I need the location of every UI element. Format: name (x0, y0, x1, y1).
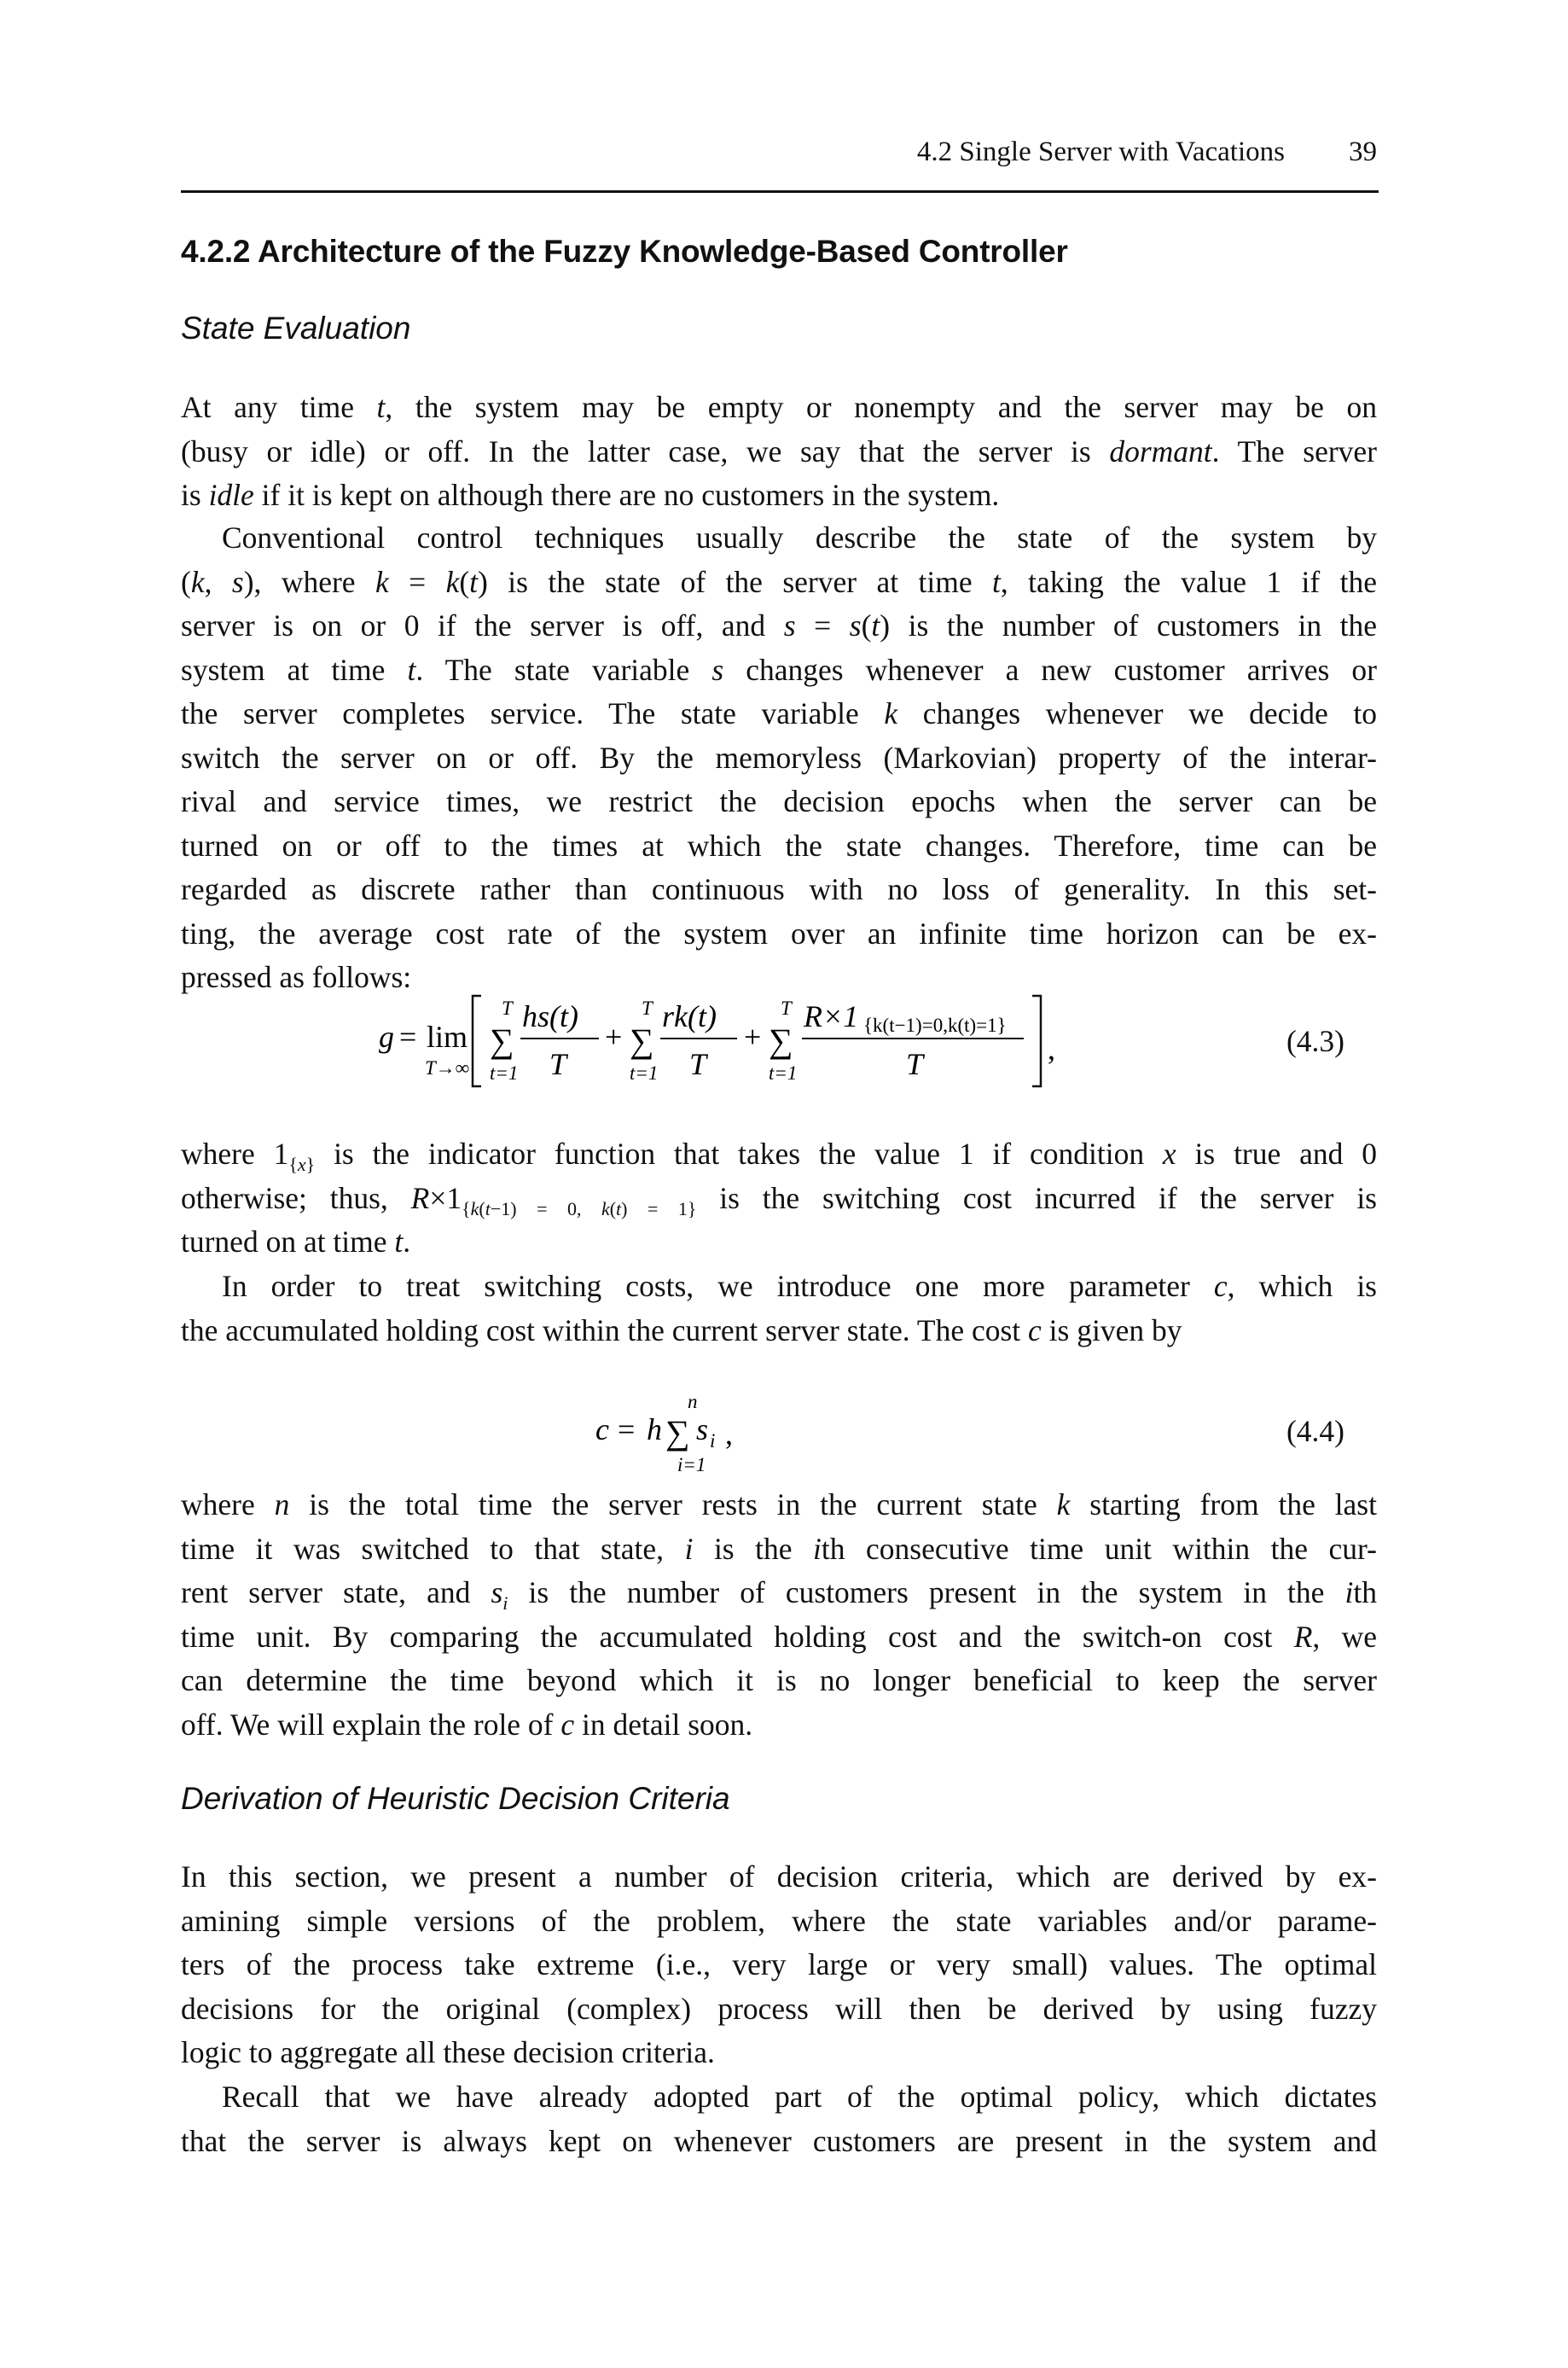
paragraph-state-1 (181, 386, 1377, 518)
equation-4-3-graphic (181, 986, 1377, 1097)
paragraph-derivation-2 (181, 2075, 1377, 2163)
text-line: the server completes service. The state variable k changes whenever we decide to (181, 696, 1377, 730)
text-line: decisions for the original (complex) process will then be derived by using fuzzy (181, 1991, 1377, 2026)
sum-upper: T (642, 998, 653, 1019)
subsection-heading-derivation: Derivation of Heuristic Decision Criteria (181, 1781, 730, 1816)
text-line: In order to treat switching costs, we introduce one more parameter c, which is (222, 1269, 1377, 1303)
text-line: switch the server on or off. By the memoryless (Markovian) property of the interar- (181, 740, 1377, 775)
text-line: system at time t. The state variable s changes whenever a new customer arrives or (181, 652, 1377, 687)
text-line: At any time t, the system may be empty or nonempty and the server may be on (181, 390, 1377, 424)
section-title: 4.2.2 Architecture of the Fuzzy Knowledge-Based Controller (181, 234, 1068, 269)
term-s: s (696, 1412, 709, 1446)
sum-upper: n (688, 1391, 698, 1412)
term3-num: R×1 (804, 999, 859, 1033)
running-title: 4.2 Single Server with Vacations (916, 137, 1285, 167)
paragraph-state-3 (181, 1132, 1377, 1265)
term2-num: rk(t) (662, 999, 717, 1033)
paragraph-state-5 (181, 1483, 1377, 1747)
eq-equals: = (399, 1020, 417, 1054)
text-line: logic to aggregate all these decision criteria. (181, 2035, 715, 2069)
eq-lhs: c (595, 1412, 609, 1446)
text-line: off. We will explain the role of c in detail soon. (181, 1707, 753, 1742)
eq-lim-sub: T→∞ (425, 1057, 470, 1079)
eq-lim: lim (427, 1020, 468, 1054)
text-line: (k, s), where k = k(t) is the state of the server at time t, taking the value 1 if the (181, 564, 1377, 599)
sum-lower: t=1 (490, 1062, 519, 1084)
paragraph-derivation-1 (181, 1855, 1377, 2075)
eq-equals: = (618, 1412, 636, 1446)
sum-lower: t=1 (769, 1062, 798, 1084)
subsection-heading-state-evaluation: State Evaluation (181, 311, 411, 346)
term1-den: T (549, 1047, 567, 1081)
equation-4-4 (181, 1374, 1377, 1476)
left-bracket (473, 996, 481, 1086)
text-line: amining simple versions of the problem, where the state variables and/or parame- (181, 1903, 1377, 1938)
text-line: time unit. By comparing the accumulated holding cost and the switch-on cost R, we (181, 1619, 1377, 1654)
equation-4-4-graphic (181, 1374, 1377, 1476)
text-line: is idle if it is kept on although there are no customers in the system. (181, 478, 1000, 512)
text-line: that the server is always kept on whenever customers are present in the system and (181, 2123, 1377, 2158)
text-line: where $1_{\{x\}}$ is the indicator function that takes the value 1 if condition x is true and 0 (181, 1137, 1377, 1175)
plus: + (744, 1020, 762, 1054)
comma: , (725, 1417, 733, 1451)
text-line: pressed as follows: (181, 960, 412, 994)
sum-lower: i=1 (677, 1454, 706, 1475)
text-line: can determine the time beyond which it is no longer beneficial to keep the server (181, 1663, 1377, 1697)
text-line: ters of the process take extreme (i.e., very large or very small) values. The optimal (181, 1947, 1377, 1981)
eq-lhs: g (379, 1020, 394, 1054)
equation-4-3 (181, 986, 1377, 1097)
text-line: Conventional control techniques usually describe the state of the system by (222, 521, 1377, 555)
term2-den: T (689, 1047, 707, 1081)
text-line: where n is the total time the server rests in the current state k starting from the last (181, 1487, 1377, 1521)
page-number: 39 (1349, 137, 1377, 167)
sum-upper: T (502, 998, 513, 1019)
header-rule (181, 190, 1379, 193)
equation-number-4-4: (4.4) (1286, 1414, 1344, 1448)
sum-sign: ∑ (665, 1413, 690, 1452)
text-line: Recall that we have already adopted part of the optimal policy, which dictates (222, 2080, 1377, 2114)
sum-upper: T (781, 998, 792, 1019)
comma: , (1048, 1032, 1055, 1066)
text-line: time it was switched to that state, i is the ith consecutive time unit within the cur- (181, 1531, 1377, 1566)
equation-number-4-3: (4.3) (1286, 1024, 1344, 1058)
text-line: the accumulated holding cost within the current server state. The cost c is given by (181, 1312, 1182, 1347)
text-line: rival and service times, we restrict the decision epochs when the server can be (181, 784, 1377, 818)
text-line: regarded as discrete rather than continuous with no loss of generality. In this set- (181, 872, 1377, 906)
sum-sign: ∑ (630, 1021, 654, 1060)
text-line: In this section, we present a number of decision criteria, which are derived by ex- (181, 1859, 1377, 1894)
text-line: turned on at time t. (181, 1225, 411, 1259)
sum-sign: ∑ (490, 1021, 514, 1060)
text-line: turned on or off to the times at which the state changes. Therefore, time can be (181, 828, 1377, 863)
text-line: server is on or 0 if the server is off, and s = s(t) is the number of customers in the (181, 608, 1378, 643)
sum-lower: t=1 (630, 1062, 659, 1084)
text-line: (busy or idle) or off. In the latter case, we say that the server is dormant. The server (181, 433, 1377, 468)
text-line: ting, the average cost rate of the system over an infinite time horizon can be ex- (181, 916, 1377, 951)
term1-num: hs(t) (522, 999, 578, 1033)
sum-sign: ∑ (769, 1021, 793, 1060)
right-bracket (1032, 996, 1041, 1086)
term3-den: T (906, 1047, 924, 1081)
text-line: rent server state, and $s_i$ is the number of customers present in the system in the ith (181, 1575, 1377, 1614)
paragraph-state-2 (181, 516, 1377, 1000)
term-sub: i (710, 1430, 716, 1452)
eq-h: h (647, 1412, 662, 1446)
paragraph-state-4 (181, 1265, 1377, 1353)
term3-sub: {k(t−1)=0,k(t)=1} (863, 1015, 1007, 1036)
text-line: otherwise; thus, $R\times 1_{\{k(t-1) = 0, k(t) = 1\}}$ is the switching cost incurred if the server is (181, 1180, 1377, 1219)
plus: + (605, 1020, 623, 1054)
running-head (181, 137, 1377, 171)
